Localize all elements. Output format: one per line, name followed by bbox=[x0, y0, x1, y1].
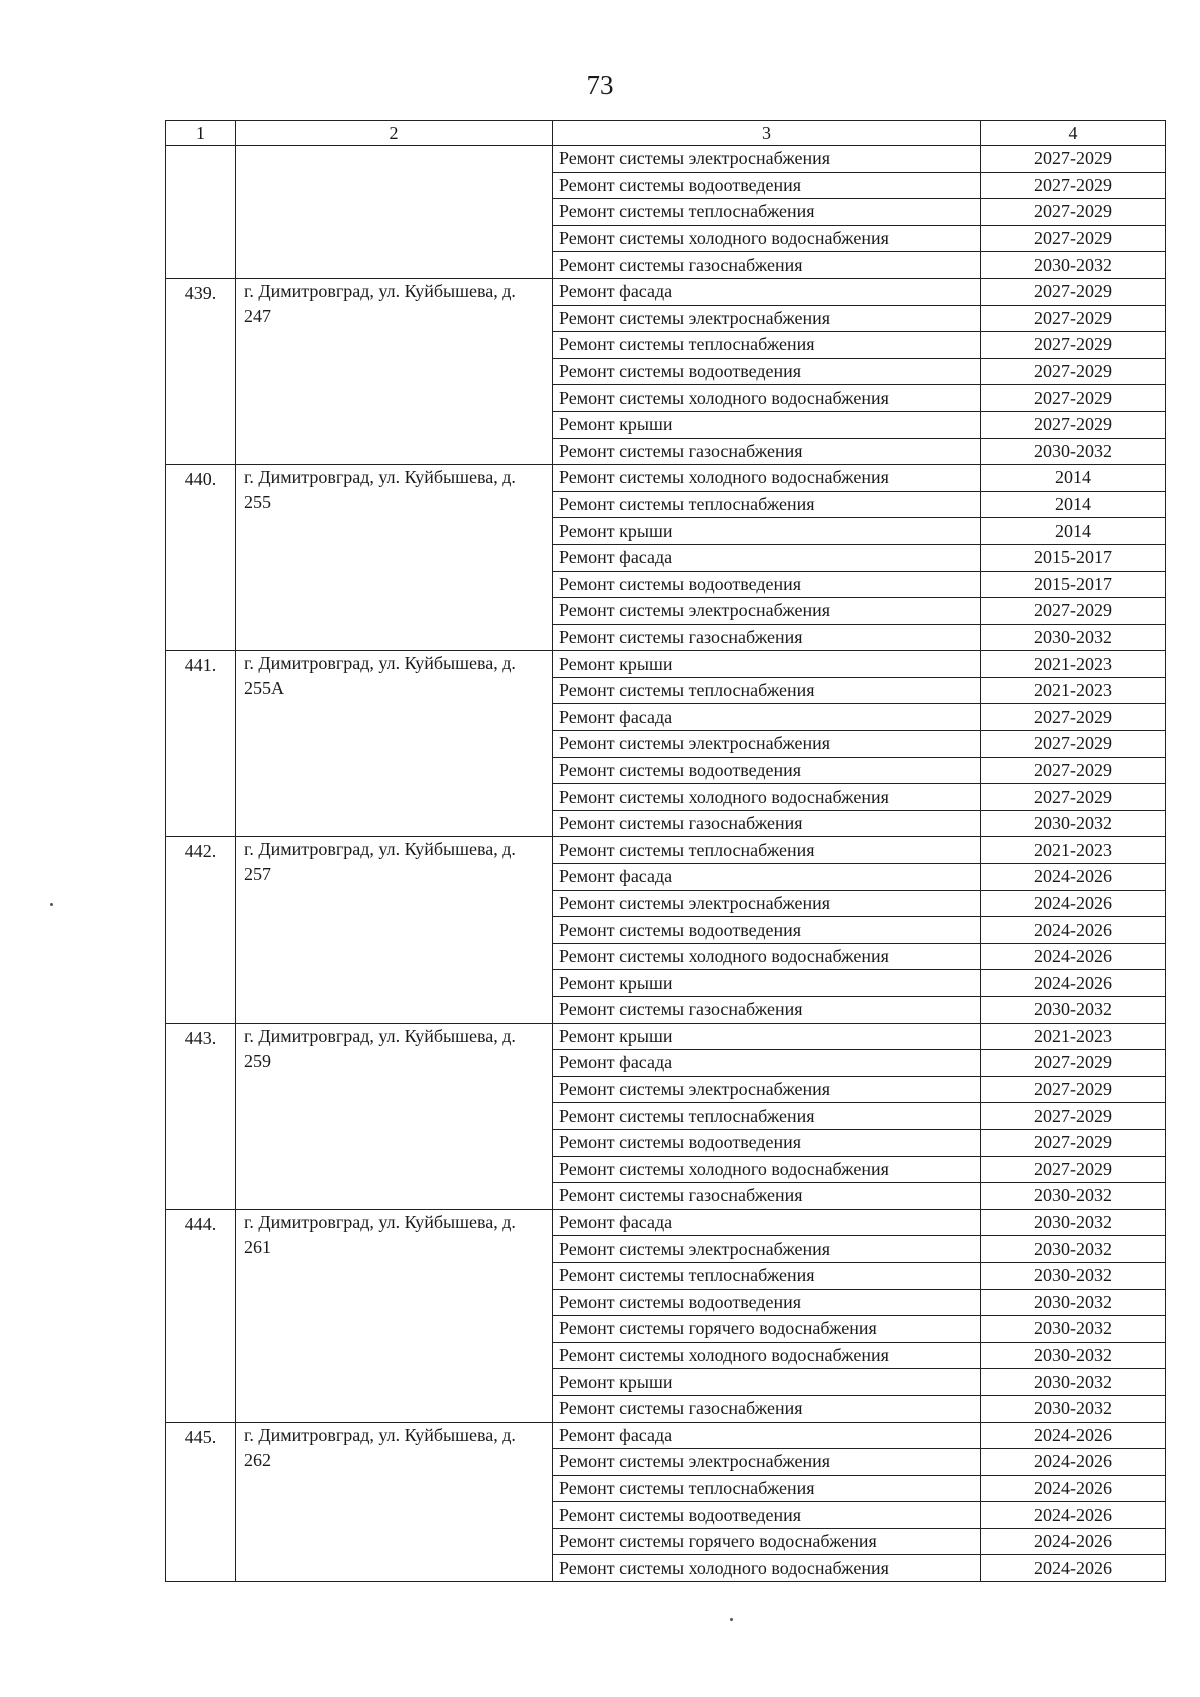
building-address: г. Димитровград, ул. Куйбышева, д. 257 bbox=[236, 837, 553, 1023]
work-years: 2027-2029 bbox=[981, 1076, 1166, 1103]
work-type: Ремонт фасада bbox=[553, 1050, 981, 1077]
scan-speck bbox=[730, 1618, 733, 1621]
work-type: Ремонт системы электроснабжения bbox=[553, 1449, 981, 1476]
work-type: Ремонт системы холодного водоснабжения bbox=[553, 943, 981, 970]
work-type: Ремонт системы теплоснабжения bbox=[553, 491, 981, 518]
work-years: 2024-2026 bbox=[981, 943, 1166, 970]
work-years: 2021-2023 bbox=[981, 651, 1166, 678]
work-type: Ремонт системы теплоснабжения bbox=[553, 332, 981, 359]
work-type: Ремонт системы газоснабжения bbox=[553, 1183, 981, 1210]
work-type: Ремонт системы газоснабжения bbox=[553, 438, 981, 465]
work-type: Ремонт крыши bbox=[553, 518, 981, 545]
work-type: Ремонт системы теплоснабжения bbox=[553, 1262, 981, 1289]
work-type: Ремонт системы электроснабжения bbox=[553, 1076, 981, 1103]
entry-number: 442. bbox=[166, 837, 236, 1023]
work-years: 2027-2029 bbox=[981, 784, 1166, 811]
work-type: Ремонт системы газоснабжения bbox=[553, 810, 981, 837]
work-cell: Ремонт системы водоотведения bbox=[553, 172, 981, 199]
building-address: г. Димитровград, ул. Куйбышева, д. 247 bbox=[236, 278, 553, 464]
work-type: Ремонт системы холодного водоснабжения bbox=[553, 1342, 981, 1369]
work-type: Ремонт системы водоотведения bbox=[553, 1289, 981, 1316]
work-type: Ремонт фасада bbox=[553, 1209, 981, 1236]
table-row bbox=[166, 1209, 1166, 1236]
work-years: 2027-2029 bbox=[981, 757, 1166, 784]
table-row bbox=[166, 278, 1166, 305]
work-type: Ремонт системы газоснабжения bbox=[553, 997, 981, 1024]
work-type: Ремонт системы водоотведения bbox=[553, 358, 981, 385]
work-type: Ремонт системы электроснабжения bbox=[553, 1236, 981, 1263]
work-years: 2030-2032 bbox=[981, 1262, 1166, 1289]
scan-speck bbox=[50, 903, 53, 906]
work-type: Ремонт системы холодного водоснабжения bbox=[553, 1156, 981, 1183]
building-address: г. Димитровград, ул. Куйбышева, д. 255А bbox=[236, 651, 553, 837]
work-years: 2024-2026 bbox=[981, 1475, 1166, 1502]
work-cell: Ремонт системы холодного водоснабжения bbox=[553, 225, 981, 252]
column-number-4: 4 bbox=[981, 121, 1166, 146]
work-type: Ремонт системы водоотведения bbox=[553, 571, 981, 598]
work-years: 2024-2026 bbox=[981, 1449, 1166, 1476]
work-type: Ремонт системы водоотведения bbox=[553, 1502, 981, 1529]
work-years: 2030-2032 bbox=[981, 1342, 1166, 1369]
work-years: 2027-2029 bbox=[981, 305, 1166, 332]
work-years: 2015-2017 bbox=[981, 571, 1166, 598]
work-years: 2021-2023 bbox=[981, 677, 1166, 704]
work-type: Ремонт системы горячего водоснабжения bbox=[553, 1316, 981, 1343]
work-years: 2030-2032 bbox=[981, 438, 1166, 465]
table-row bbox=[166, 651, 1166, 678]
work-years: 2027-2029 bbox=[981, 598, 1166, 625]
work-type: Ремонт крыши bbox=[553, 411, 981, 438]
entry-number: 440. bbox=[166, 465, 236, 651]
table-body bbox=[166, 121, 1166, 1582]
years-cell: 2027-2029 bbox=[981, 225, 1166, 252]
work-years: 2030-2032 bbox=[981, 1289, 1166, 1316]
work-years: 2027-2029 bbox=[981, 731, 1166, 758]
work-type: Ремонт системы холодного водоснабжения bbox=[553, 385, 981, 412]
work-type: Ремонт системы теплоснабжения bbox=[553, 837, 981, 864]
entry-number: 443. bbox=[166, 1023, 236, 1209]
work-years: 2030-2032 bbox=[981, 1209, 1166, 1236]
work-cell: Ремонт системы электроснабжения bbox=[553, 146, 981, 173]
work-years: 2021-2023 bbox=[981, 837, 1166, 864]
work-type: Ремонт системы холодного водоснабжения bbox=[553, 784, 981, 811]
work-years: 2021-2023 bbox=[981, 1023, 1166, 1050]
entry-number: 441. bbox=[166, 651, 236, 837]
work-years: 2024-2026 bbox=[981, 1502, 1166, 1529]
work-years: 2027-2029 bbox=[981, 704, 1166, 731]
table-row bbox=[166, 1422, 1166, 1449]
work-years: 2030-2032 bbox=[981, 997, 1166, 1024]
work-type: Ремонт системы водоотведения bbox=[553, 757, 981, 784]
work-type: Ремонт системы электроснабжения bbox=[553, 598, 981, 625]
work-years: 2027-2029 bbox=[981, 1156, 1166, 1183]
work-years: 2030-2032 bbox=[981, 624, 1166, 651]
work-type: Ремонт системы горячего водоснабжения bbox=[553, 1528, 981, 1555]
work-type: Ремонт системы газоснабжения bbox=[553, 624, 981, 651]
work-years: 2014 bbox=[981, 491, 1166, 518]
table-row bbox=[166, 837, 1166, 864]
work-type: Ремонт крыши bbox=[553, 651, 981, 678]
table-row bbox=[166, 1023, 1166, 1050]
work-years: 2024-2026 bbox=[981, 1528, 1166, 1555]
work-years: 2027-2029 bbox=[981, 1103, 1166, 1130]
page-number: 73 bbox=[586, 70, 614, 100]
work-years: 2015-2017 bbox=[981, 544, 1166, 571]
table-row bbox=[166, 465, 1166, 492]
work-type: Ремонт системы холодного водоснабжения bbox=[553, 465, 981, 492]
work-cell: Ремонт системы теплоснабжения bbox=[553, 199, 981, 226]
work-type: Ремонт системы газоснабжения bbox=[553, 1395, 981, 1422]
column-number-1: 1 bbox=[166, 121, 236, 146]
work-type: Ремонт системы теплоснабжения bbox=[553, 1103, 981, 1130]
work-years: 2024-2026 bbox=[981, 970, 1166, 997]
work-years: 2024-2026 bbox=[981, 917, 1166, 944]
work-type: Ремонт системы водоотведения bbox=[553, 917, 981, 944]
work-years: 2030-2032 bbox=[981, 1316, 1166, 1343]
years-cell: 2027-2029 bbox=[981, 172, 1166, 199]
work-years: 2030-2032 bbox=[981, 1183, 1166, 1210]
work-years: 2024-2026 bbox=[981, 890, 1166, 917]
work-years: 2027-2029 bbox=[981, 332, 1166, 359]
work-type: Ремонт системы водоотведения bbox=[553, 1129, 981, 1156]
work-years: 2027-2029 bbox=[981, 385, 1166, 412]
work-cell: Ремонт системы газоснабжения bbox=[553, 252, 981, 279]
work-years: 2027-2029 bbox=[981, 278, 1166, 305]
work-type: Ремонт системы теплоснабжения bbox=[553, 677, 981, 704]
work-type: Ремонт фасада bbox=[553, 864, 981, 891]
work-years: 2030-2032 bbox=[981, 1236, 1166, 1263]
work-years: 2027-2029 bbox=[981, 1129, 1166, 1156]
years-cell: 2027-2029 bbox=[981, 199, 1166, 226]
work-type: Ремонт фасада bbox=[553, 278, 981, 305]
work-type: Ремонт крыши bbox=[553, 1023, 981, 1050]
work-years: 2027-2029 bbox=[981, 411, 1166, 438]
years-cell: 2027-2029 bbox=[981, 146, 1166, 173]
work-type: Ремонт крыши bbox=[553, 1369, 981, 1396]
work-type: Ремонт системы теплоснабжения bbox=[553, 1475, 981, 1502]
building-address: г. Димитровград, ул. Куйбышева, д. 259 bbox=[236, 1023, 553, 1209]
work-years: 2030-2032 bbox=[981, 810, 1166, 837]
column-number-3: 3 bbox=[553, 121, 981, 146]
work-years: 2030-2032 bbox=[981, 1369, 1166, 1396]
work-type: Ремонт системы электроснабжения bbox=[553, 305, 981, 332]
address-cell bbox=[236, 146, 553, 279]
entry-number-cell bbox=[166, 146, 236, 279]
repair-schedule-table bbox=[165, 120, 1166, 1582]
column-number-row bbox=[166, 121, 1166, 146]
work-years: 2030-2032 bbox=[981, 1395, 1166, 1422]
work-type: Ремонт фасада bbox=[553, 1422, 981, 1449]
work-years: 2027-2029 bbox=[981, 358, 1166, 385]
work-years: 2014 bbox=[981, 465, 1166, 492]
years-cell: 2030-2032 bbox=[981, 252, 1166, 279]
work-type: Ремонт системы электроснабжения bbox=[553, 731, 981, 758]
work-years: 2027-2029 bbox=[981, 1050, 1166, 1077]
work-years: 2024-2026 bbox=[981, 1555, 1166, 1582]
work-years: 2024-2026 bbox=[981, 864, 1166, 891]
column-number-2: 2 bbox=[236, 121, 553, 146]
work-type: Ремонт фасада bbox=[553, 544, 981, 571]
building-address: г. Димитровград, ул. Куйбышева, д. 255 bbox=[236, 465, 553, 651]
entry-number: 444. bbox=[166, 1209, 236, 1422]
work-years: 2024-2026 bbox=[981, 1422, 1166, 1449]
building-address: г. Димитровград, ул. Куйбышева, д. 262 bbox=[236, 1422, 553, 1582]
work-type: Ремонт фасада bbox=[553, 704, 981, 731]
building-address: г. Димитровград, ул. Куйбышева, д. 261 bbox=[236, 1209, 553, 1422]
entry-number: 439. bbox=[166, 278, 236, 464]
table-row bbox=[166, 146, 1166, 173]
work-years: 2014 bbox=[981, 518, 1166, 545]
work-type: Ремонт крыши bbox=[553, 970, 981, 997]
entry-number: 445. bbox=[166, 1422, 236, 1582]
work-type: Ремонт системы электроснабжения bbox=[553, 890, 981, 917]
work-type: Ремонт системы холодного водоснабжения bbox=[553, 1555, 981, 1582]
